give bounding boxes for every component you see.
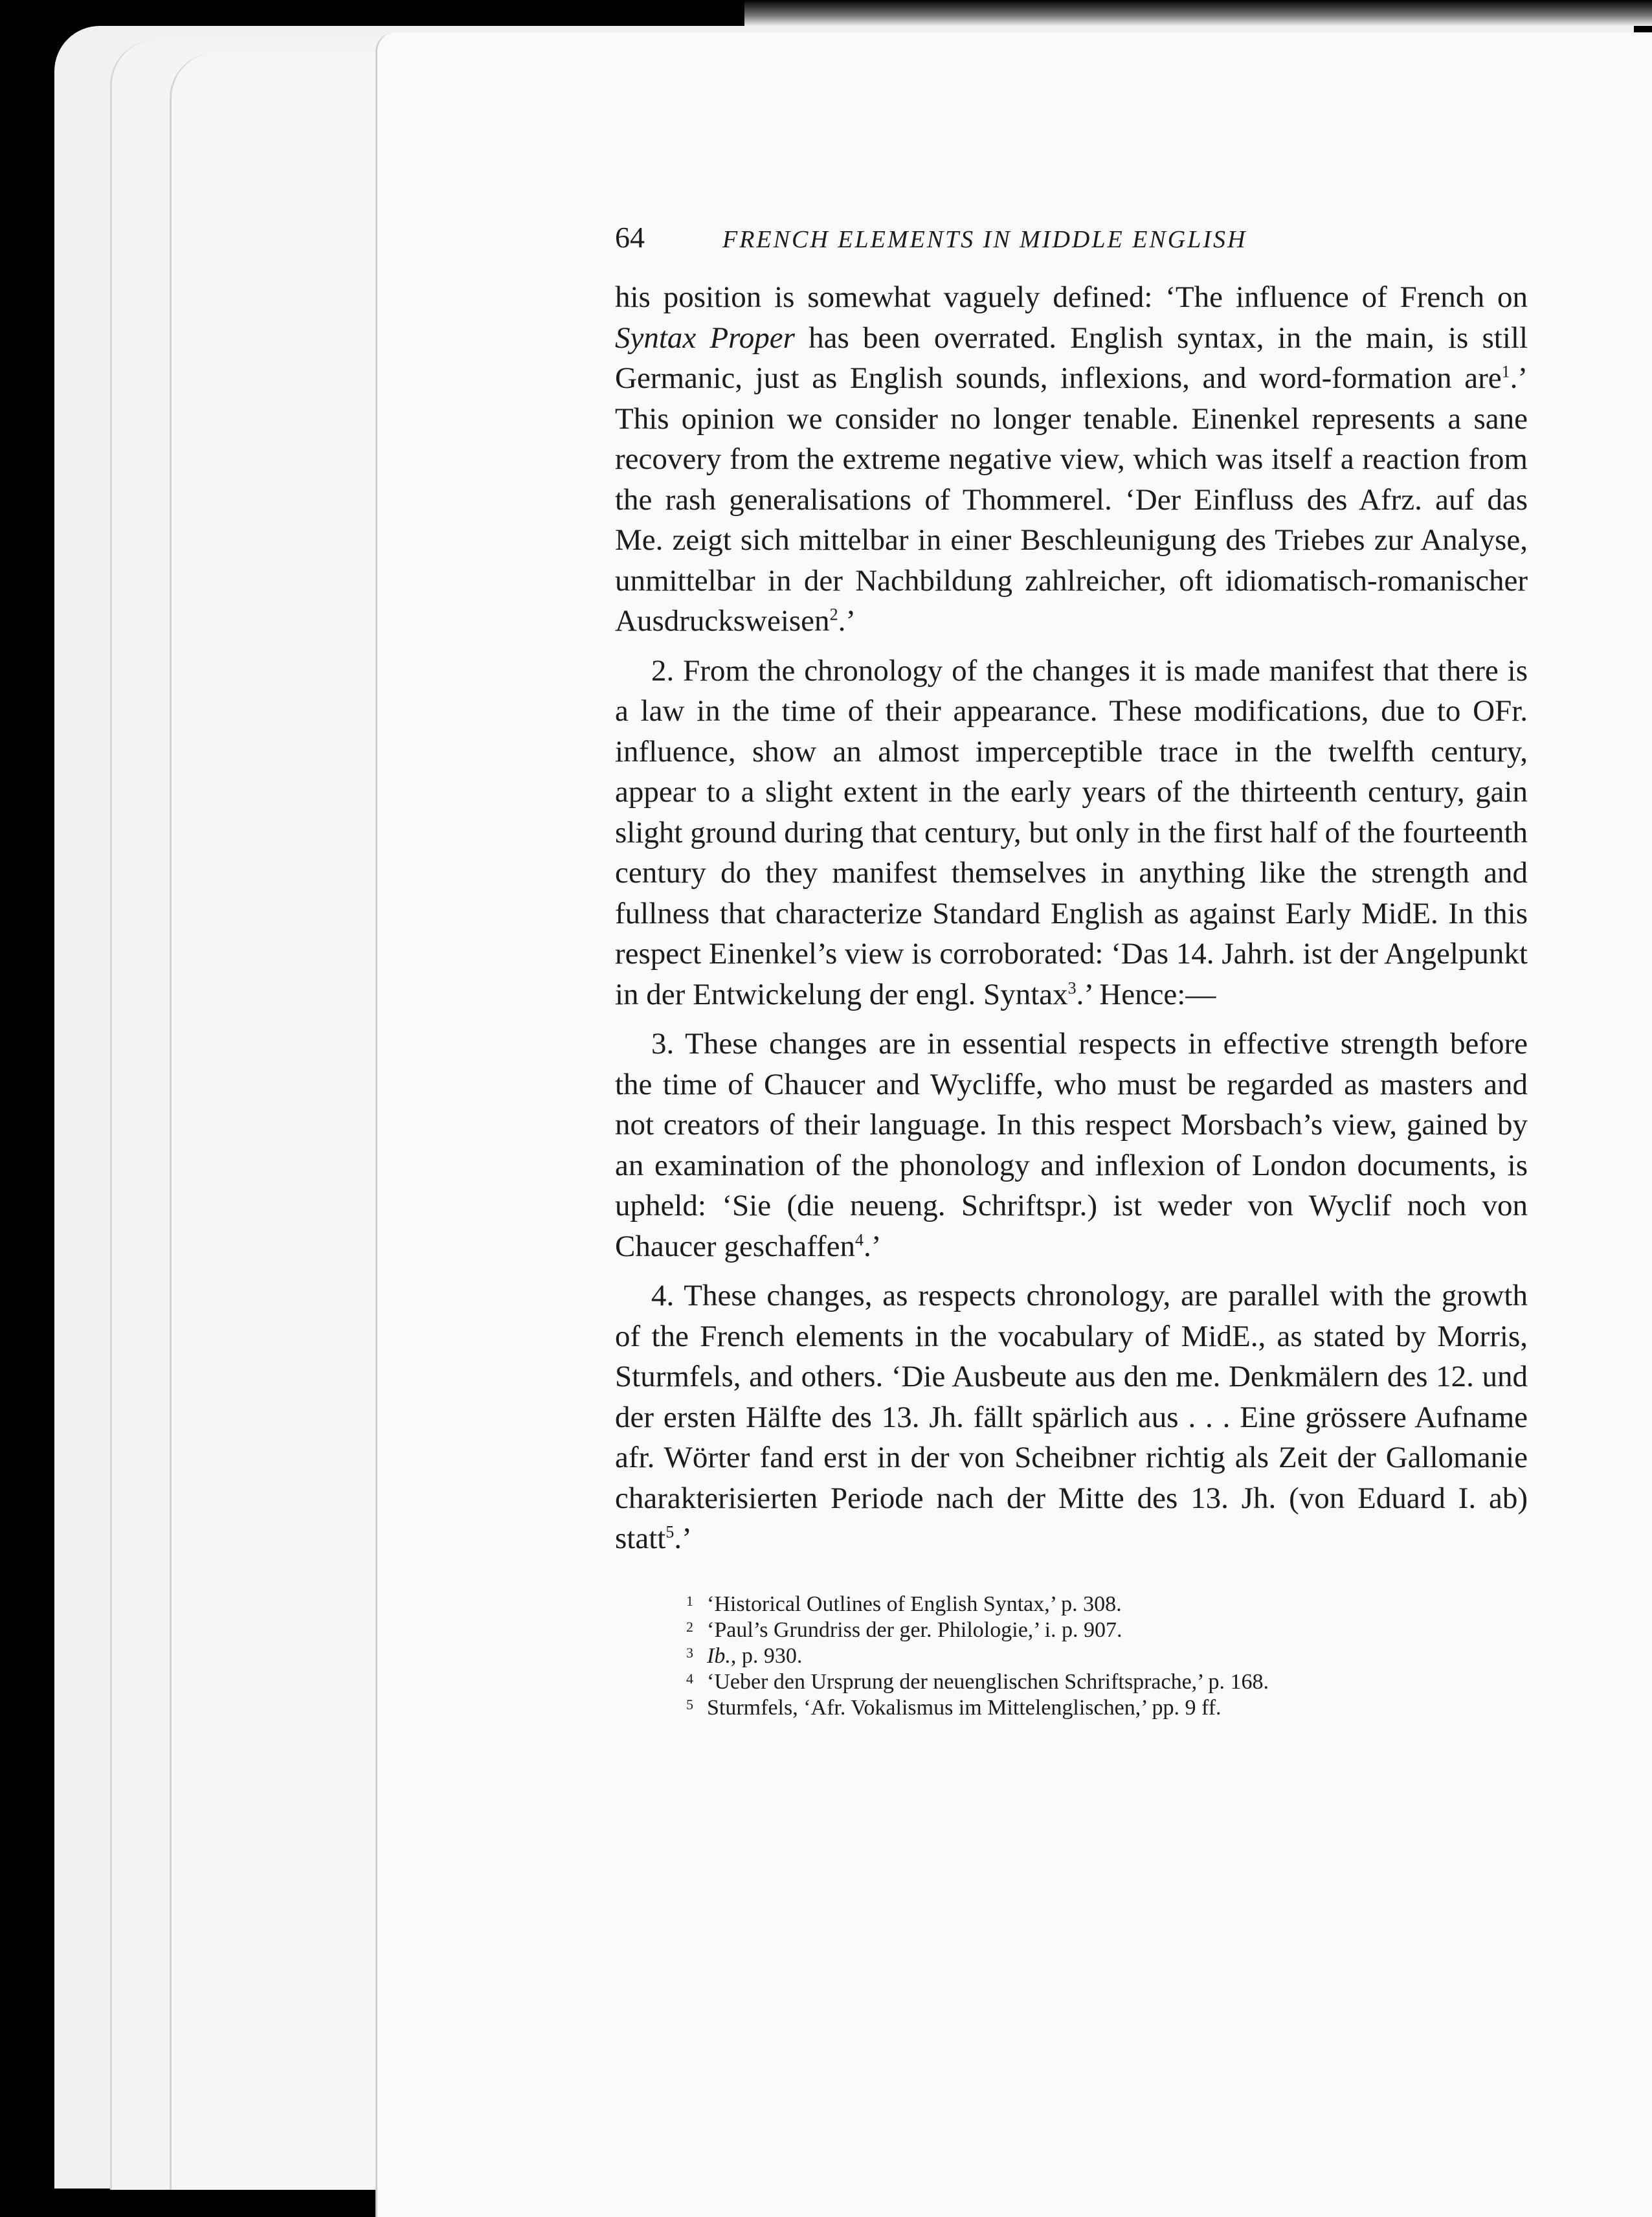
- paragraph: his position is somewhat vaguely defined: ‘The influence of French on Syntax Proper has been overrated. English syntax, in the main, is still Germanic, just as English sounds, inflexions, and word-formation are$^1$.’ This opinion we consider no longer tenable. Einenkel represents a sane recovery from the extreme negative view, which was itself a reaction from the rash generalisations of Thommerel. ‘Der Einfluss des Afrz. auf das Me. zeigt sich mittelbar in einer Beschleunigung des Triebes zur Analyse, unmittelbar in der Nachbildung zahlreicher, oft idiomatisch-romanischer Ausdrucksweisen$^2$.’: [615, 280, 1528, 638]
- footnote-ref: 1: [1501, 362, 1510, 381]
- footnote: [686, 1592, 1528, 1617]
- footnote-ref: 2: [829, 605, 838, 624]
- footnote: [686, 1669, 1528, 1695]
- footnote-ref: 3: [1067, 978, 1077, 997]
- footnote-text: Ib., p. 930.: [707, 1643, 803, 1668]
- footnote-mark: 3: [686, 1644, 693, 1661]
- footnote-mark: 5: [686, 1696, 693, 1713]
- footnote-text: ‘Ueber den Ursprung der neuenglischen Schriftsprache,’ p. 168.: [707, 1669, 1269, 1694]
- footnote-ref: 4: [855, 1230, 864, 1249]
- footnote: [686, 1617, 1528, 1643]
- running-title: FRENCH ELEMENTS IN MIDDLE ENGLISH: [722, 226, 1247, 253]
- body-text: [615, 277, 1528, 1559]
- page-content: [615, 220, 1528, 1721]
- footnote-mark: 4: [686, 1670, 693, 1687]
- footnote-text: Sturmfels, ‘Afr. Vokalismus im Mittelenglischen,’ pp. 9 ff.: [707, 1695, 1222, 1720]
- scan-top-edge: [744, 0, 1652, 26]
- footnote-ref: 5: [665, 1522, 675, 1542]
- page-number: 64: [615, 221, 645, 254]
- footnote-text: ‘Paul’s Grundriss der ger. Philologie,’ i. p. 907.: [707, 1617, 1122, 1642]
- paragraph: 4. These changes, as respects chronology, are parallel with the growth of the French elements in the vocabulary of MidE., as stated by Morris, Sturmfels, and others. ‘Die Ausbeute aus den me. Denkmälern des 12. und der ersten Hälfte des 13. Jh. fällt spärlich aus . . . Eine grössere Aufname afr. Wörter fand erst in der von Scheibner richtig als Zeit der Gallomanie charakterisierten Periode nach der Mitte des 13. Jh. (von Eduard I. ab) statt$^5$.’: [615, 1279, 1528, 1555]
- footnote: [686, 1643, 1528, 1669]
- footnote: [686, 1695, 1528, 1721]
- footnote-mark: 1: [686, 1592, 693, 1609]
- footnote-mark: 2: [686, 1618, 693, 1635]
- footnote-text: ‘Historical Outlines of English Syntax,’ p. 308.: [707, 1592, 1122, 1616]
- running-head: [615, 220, 1528, 265]
- paragraph: 2. From the chronology of the changes it is made manifest that there is a law in the time of their appearance. These modifications, due to OFr. influence, show an almost imperceptible trace in the twelfth century, appear to a slight extent in the early years of the thirteenth century, gain slight ground during that century, but only in the first half of the fourteenth century do they manifest themselves in anything like the strength and fullness that characterize Standard English as against Early MidE. In this respect Einenkel’s view is corroborated: ‘Das 14. Jahrh. ist der Angelpunkt in der Entwickelung der engl. Syntax$^3$.’ Hence:—: [615, 653, 1528, 1011]
- footnotes: [686, 1592, 1528, 1721]
- paragraph: 3. These changes are in essential respects in effective strength before the time of Chaucer and Wycliffe, who must be regarded as masters and not creators of their language. In this respect Morsbach’s view, gained by an examination of the phonology and inflexion of London documents, is upheld: ‘Sie (die neueng. Schriftspr.) ist weder von Wyclif noch von Chaucer geschaffen$^4$.’: [615, 1027, 1528, 1263]
